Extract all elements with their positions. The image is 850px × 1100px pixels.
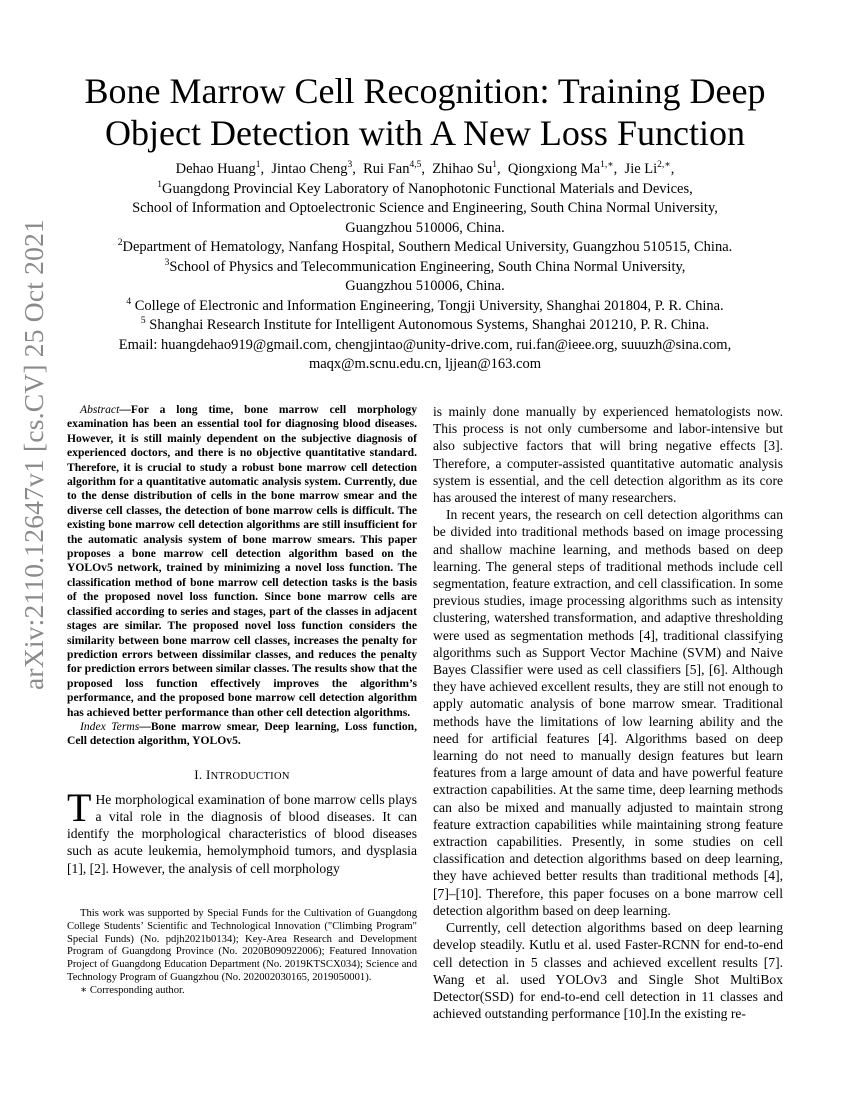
author-name: Jintao Cheng xyxy=(271,161,348,177)
index-terms-text: —Bone marrow smear, Deep learning, Loss function, Cell detection algorithm, YOLOv5. xyxy=(67,719,417,748)
affiliation-1-line-2: School of Information and Optoelectronic Science and Engineering, South China Normal University, xyxy=(132,200,718,216)
author-affil-mark: 1 xyxy=(492,160,497,171)
affiliation-5: $^5$ Shanghai Research Institute for Intelligent Autonomous Systems, Shanghai 201210, P. R. China. xyxy=(140,316,710,333)
abstract xyxy=(67,403,417,720)
author-block xyxy=(60,160,790,375)
title-line-2: Object Detection with A New Loss Function xyxy=(105,113,745,153)
footnotes xyxy=(67,908,417,998)
paragraph: Currently, cell detection algorithms based on deep learning develop steadily. Kutlu et al. used Faster-RCNN for end-to-end cell detection in 5 classes and achieved excellent results [7]. Wang et al. used YOLOv3 and Single Shot MultiBox Detector(SSD) for end-to-end cell detection in 11 classes and achieved outstanding performance [10].In the existing re- xyxy=(433,920,783,1022)
author-name: Dehao Huang xyxy=(175,161,256,177)
author-name: Jie Li xyxy=(624,161,658,177)
author-affil-mark: 4,5 xyxy=(409,160,422,171)
affiliation-1-line-3: Guangzhou 510006, China. xyxy=(345,219,505,236)
affiliation-4: $^4$ College of Electronic and Information Engineering, Tongji University, Shanghai 201804, P. R. China. xyxy=(126,296,724,314)
author-name: Rui Fan xyxy=(363,161,410,177)
author-affil-mark: 2,∗ xyxy=(657,160,671,171)
index-terms-label: Index Terms xyxy=(80,719,140,733)
drop-cap: T xyxy=(67,784,92,830)
email-line-1: Email: huangdehao919@gmail.com, chengjintao@unity-drive.com, rui.fan@ieee.org, suuuzh@sina.com, xyxy=(118,336,732,353)
paragraph: In recent years, the research on cell detection algorithms can be divided into traditional methods based on image processing and shallow machine learning, and methods based on deep learning. The general steps of traditional methods include cell segmentation, feature extraction, and cell classification. In some previous studies, image processing algorithms such as intensity clustering, watershed transformation, and adaptive thresholding were used as segmentation methods [4], traditional classifying algorithms such as Support Vector Machine (SVM) and Naive Bayes Classifier were used as cell classifiers [5], [6]. Although they have achieved excellent results, they are still not enough to apply automatic analysis of bone marrow smear. Traditional methods have the limitations of low learning ability and the need for artificial features [4]. Algorithms based on deep learning do not need to manually design features but learn features from a large amount of data and have powerful feature extraction capabilities. At the same time, deep learning methods can also be mixed and manually adjusted to maintain strong feature extraction capabilities while maintaining strong feature extraction capabilities. Presently, in some studies on cell classification and detection algorithms based on deep learning, they have achieved better results than traditional methods [4], [7]–[10]. Therefore, this paper focuses on a bone marrow cell detection algorithm based on deep learning. xyxy=(433,507,783,918)
author-list: Dehao Huang$^1$, Jintao Cheng$^3$, Rui Fan$^{4,5}$, Zhihao Su$^1$, Qiongxiong $Ma^{1,∗}$, Jie $Li^{2,∗}$, xyxy=(175,160,675,177)
author-affil-mark: 1 xyxy=(255,160,261,171)
author-name: Zhihao Su xyxy=(432,161,493,177)
affiliation-3-line-2: Guangzhou 510006, China. xyxy=(345,278,505,294)
affiliation-1: $^1$Guangdong Provincial Key Laboratory of Nanophotonic Functional Materials and Devices, xyxy=(157,179,693,197)
intro-text: He morphological examination of bone marrow cells plays a vital role in the diagnosis of blood diseases. It can identify the morphological characteristics of blood diseases such as acute leukemia, hemolymphoid tumors, and dysplasia [1], [2]. However, the analysis of cell morphology xyxy=(67,791,417,876)
left-column xyxy=(67,403,417,877)
arxiv-identifier: arXiv:2110.12647v1 [cs.CV] 25 Oct 2021 xyxy=(18,219,49,690)
intro-paragraph xyxy=(67,784,417,877)
author-affil-mark: 1,∗ xyxy=(600,160,614,171)
paper-title xyxy=(60,70,790,154)
abstract-text: —For a long time, bone marrow cell morphology examination has been an essential tool for diagnosing blood diseases. However, it is still mainly dependent on the subjective diagnosis of experienced doctors, and there is no objective quantitative standard. Therefore, it is crucial to study a robust bone marrow cell detection algorithm for a quantitative automatic analysis system. Currently, due to the dense distribution of cells in the bone marrow smear and the diverse cell classes, the detection of bone marrow cells is difficult. The existing bone marrow cell detection algorithms are still insufficient for the automatic analysis system of bone marrow smears. This paper proposes a bone marrow cell detection algorithm based on the YOLOv5 network, trained by minimizing a novel loss function. The classification method of bone marrow cell detection tasks is the basis of the proposed novel loss function. Since bone marrow cells are classified according to series and stages, part of the classes in adjacent stages are similar. The proposed novel loss function considers the similarity between bone marrow cell classes, increases the penalty for prediction errors between dissimilar classes, and reduces the penalty for prediction errors between similar classes. The results show that the proposed loss function effectively improves the algorithm’s performance, and the proposed bone marrow cell detection algorithm has achieved better performance than other cell detection algorithms. xyxy=(67,403,417,719)
right-column xyxy=(433,403,783,1022)
paragraph: is mainly done manually by experienced hematologists now. This process is not only cumbersome and labor-intensive but also subjective factors that will bring negative effects [3]. Therefore, a computer-assisted quantitative automatic analysis system is essential, and the cell detection algorithm as its core has aroused the interest of many researchers. xyxy=(433,404,783,506)
affiliation-3: $^3$School of Physics and Telecommunication Engineering, South China Normal University, xyxy=(164,257,686,275)
author-affil-mark: 3 xyxy=(347,160,353,171)
index-terms xyxy=(67,720,417,749)
email-line-2: maqx@m.scnu.edu.cn, ljjean@163.com xyxy=(308,356,542,372)
section-heading-introduction: I. INTRODUCTION xyxy=(194,766,290,782)
corresponding-author-note: ∗ Corresponding author. xyxy=(80,984,185,996)
author-name: Qiongxiong Ma xyxy=(507,161,601,177)
abstract-label: Abstract xyxy=(80,403,120,416)
affiliation-2: $^2$Department of Hematology, Nanfang Hospital, Southern Medical University, Guangzhou 510515, China. xyxy=(117,238,733,255)
title-line-1: Bone Marrow Cell Recognition: Training Deep xyxy=(84,71,766,111)
funding-footnote: This work was supported by Special Funds for the Cultivation of Guangdong College Students’ Scientific and Technological Innovation ("Climbing Program" Special Funds) (No. pdjh2021b0134); Key-Area Research and Development Program of Guangdong Province (No. 2020B090922006); Featured Innovation Project of Guangdong Education Department (No. 2019KTSCX034); Science and Technology Program of Guangzhou (No. 202002030165, 2019050001). xyxy=(67,908,417,983)
